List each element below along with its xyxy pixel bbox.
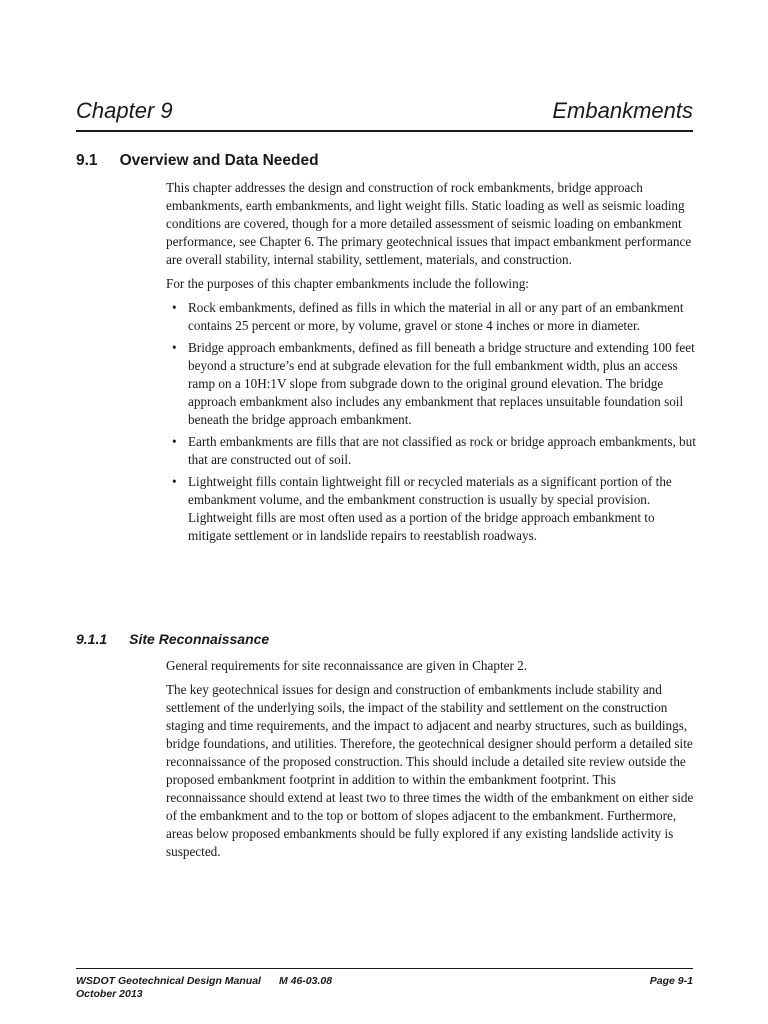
page-number: Page 9-1 [649,975,693,987]
section-title: Overview and Data Needed [119,152,319,169]
bullet-icon: • [172,434,177,449]
subsection-title: Site Reconnaissance [129,631,270,647]
paragraph: The key geotechnical issues for design and construction of embankments include stability and settlement of the underlying soils, the impact of the stability and settlement on the construction staging and time requirements, and the impact to adjacent and nearby structures, such as buildings, bridge foundations, and utilities. Therefore, the geotechnical designer should perform a detailed site reconnaissance of the proposed construction. This should include a detailed site review outside the proposed embankment footprint in addition to within the embankment footprint. This reconnaissance should extend at least two to three times the width of the embankment on either side of the embankment and to the top or bottom of slopes adjacent to the embankment. Furthermore, areas below proposed embankments should be fully explored if any existing landslide activity is suspected. [166,682,694,859]
subsection-heading [76,629,269,649]
page-footer [76,968,693,1000]
footer-manual [76,975,332,988]
subsection-number: 9.1.1 [76,631,108,647]
manual-number: M 46-03.08 [278,975,333,987]
chapter-header [76,96,693,132]
paragraph: General requirements for site reconnaissance are given in Chapter 2. [166,658,528,673]
section-number: 9.1 [76,152,98,169]
bullet-icon: • [172,474,177,489]
list-item-text: Rock embankments, defined as fills in which the material in all or any part of an embankment contains 25 percent or more, by volume, gravel or stone 4 inches or more in diameter. [188,300,684,333]
list-item-text: Bridge approach embankments, defined as fill beneath a bridge structure and extending 100 feet beyond a structure’s end at subgrade elevation for the full embankment width, plus an access ramp on a 10H:1V slope from subgrade down to the original ground elevation. The bridge approach embankment also includes any embankment that replaces unsuitable foundation soil beneath the bridge approach embankment. [188,340,695,427]
list-item [166,339,696,429]
paragraph: For the purposes of this chapter embankments include the following: [166,276,529,291]
list-item [166,299,696,335]
paragraph: This chapter addresses the design and construction of rock embankments, bridge approach embankments, earth embankments, and light weight fills. Static loading as well as seismic loading conditions are covered, though for a more detailed assessment of seismic loading on embankment performance, see Chapter 6. The primary geotechnical issues that impact embankment performance are overall stability, internal stability, settlement, materials, and construction. [166,180,692,267]
list-item [166,473,696,545]
list-item-text: Lightweight fills contain lightweight fill or recycled materials as a significant portion of the embankment volume, and the embankment construction is usually by special provision. Lightweight fills are most often used as a portion of the bridge approach embankment to mitigate settlement or in landslide repairs to reestablish roadways. [188,474,672,543]
bullet-icon: • [172,340,177,355]
bullet-list [166,299,696,545]
chapter-number: Chapter 9 [76,98,173,123]
subsection-body [166,657,696,867]
bullet-icon: • [172,300,177,315]
manual-title: WSDOT Geotechnical Design Manual [76,975,261,987]
section-heading [76,151,319,171]
list-item [166,433,696,469]
list-item-text: Earth embankments are fills that are not classified as rock or bridge approach embankments, but that are constructed out of soil. [188,434,696,467]
section-body [166,179,696,549]
chapter-title: Embankments [552,98,693,123]
footer-date: October 2013 [76,988,143,1000]
